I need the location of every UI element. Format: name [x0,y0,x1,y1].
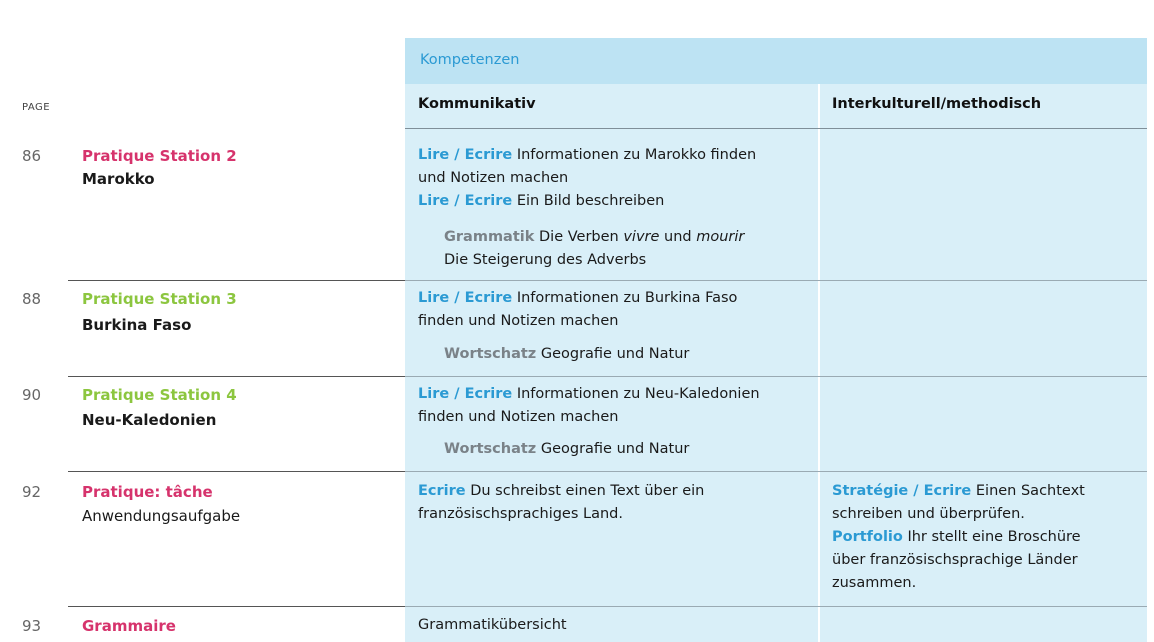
skill-label: Lire / Ecrire [418,290,513,306]
unit-subtitle: Anwendungsaufgabe [82,507,241,525]
komm-line: Grammatikübersicht [418,617,567,633]
komm-line: und Notizen machen [418,170,569,186]
skill-label: Lire / Ecrire [418,193,513,209]
grammatik-italic: mourir [696,229,745,245]
page-number: 92 [22,483,42,501]
skill-text: Ein Bild beschreiben [516,193,665,209]
komm-line [418,290,737,306]
inter-line: schreiben und überprüfen. [832,506,1025,522]
skill-text: Informationen zu Marokko finden [516,147,757,163]
unit-title: Pratique Station 3 [82,290,237,308]
page-number: 88 [22,290,42,308]
unit-title: Pratique: tâche [82,483,213,501]
interkulturell-column-heading: Interkulturell/methodisch [832,96,1042,112]
skill-label: Ecrire [418,483,466,499]
column-divider [818,84,820,642]
page-number: 90 [22,386,42,404]
inter-line: zusammen. [832,575,917,591]
inter-line [832,529,1081,545]
komm-line: französischsprachiges Land. [418,506,623,522]
wortschatz-label: Wortschatz [444,441,537,457]
wortschatz-line [444,441,689,457]
page-number: 86 [22,147,42,165]
skill-label: Lire / Ecrire [418,386,513,402]
grammatik-line [444,229,744,245]
komm-line: finden und Notizen machen [418,409,619,425]
wortschatz-text: Geografie und Natur [540,346,690,362]
skill-text: Informationen zu Neu-Kaledonien [516,386,760,402]
row-divider-right [405,376,1147,377]
wortschatz-line [444,346,689,362]
row-divider-right [405,280,1147,281]
unit-title: Pratique Station 4 [82,386,237,404]
page-number: 93 [22,617,42,635]
unit-subtitle: Burkina Faso [82,316,192,334]
grammatik-text: Die Verben [539,229,619,245]
komm-line [418,193,664,209]
komm-line [418,483,704,499]
grammatik-text: und [664,229,692,245]
skill-text: Ihr stellt eine Broschüre [907,529,1081,545]
row-divider-left [68,376,405,377]
grammatik-label: Grammatik [444,229,535,245]
row-divider-right [405,471,1147,472]
skill-text: Du schreibst einen Text über ein [470,483,705,499]
header-divider [405,128,1147,129]
skill-text: Einen Sachtext [975,483,1085,499]
skill-label: Portfolio [832,529,903,545]
row-divider-right [405,606,1147,607]
komm-line: finden und Notizen machen [418,313,619,329]
row-divider-left [68,471,405,472]
unit-subtitle: Neu-Kaledonien [82,411,217,429]
skill-label: Lire / Ecrire [418,147,513,163]
row-divider-left [68,606,405,607]
grammatik-italic: vivre [623,229,660,245]
kompetenzen-heading: Kompetenzen [420,52,520,68]
inter-line: über französischsprachige Länder [832,552,1078,568]
unit-title: Grammaire [82,617,176,635]
inter-line [832,483,1085,499]
row-divider-left [68,280,405,281]
grammatik-line: Die Steigerung des Adverbs [444,252,647,268]
skill-label: Stratégie / Ecrire [832,483,972,499]
wortschatz-label: Wortschatz [444,346,537,362]
komm-line [418,386,760,402]
wortschatz-text: Geografie und Natur [540,441,690,457]
page-column-label: PAGE [22,102,51,113]
unit-subtitle: Marokko [82,170,155,188]
kommunikativ-column-heading: Kommunikativ [418,96,536,112]
komm-line [418,147,756,163]
skill-text: Informationen zu Burkina Faso [516,290,738,306]
unit-title: Pratique Station 2 [82,147,237,165]
